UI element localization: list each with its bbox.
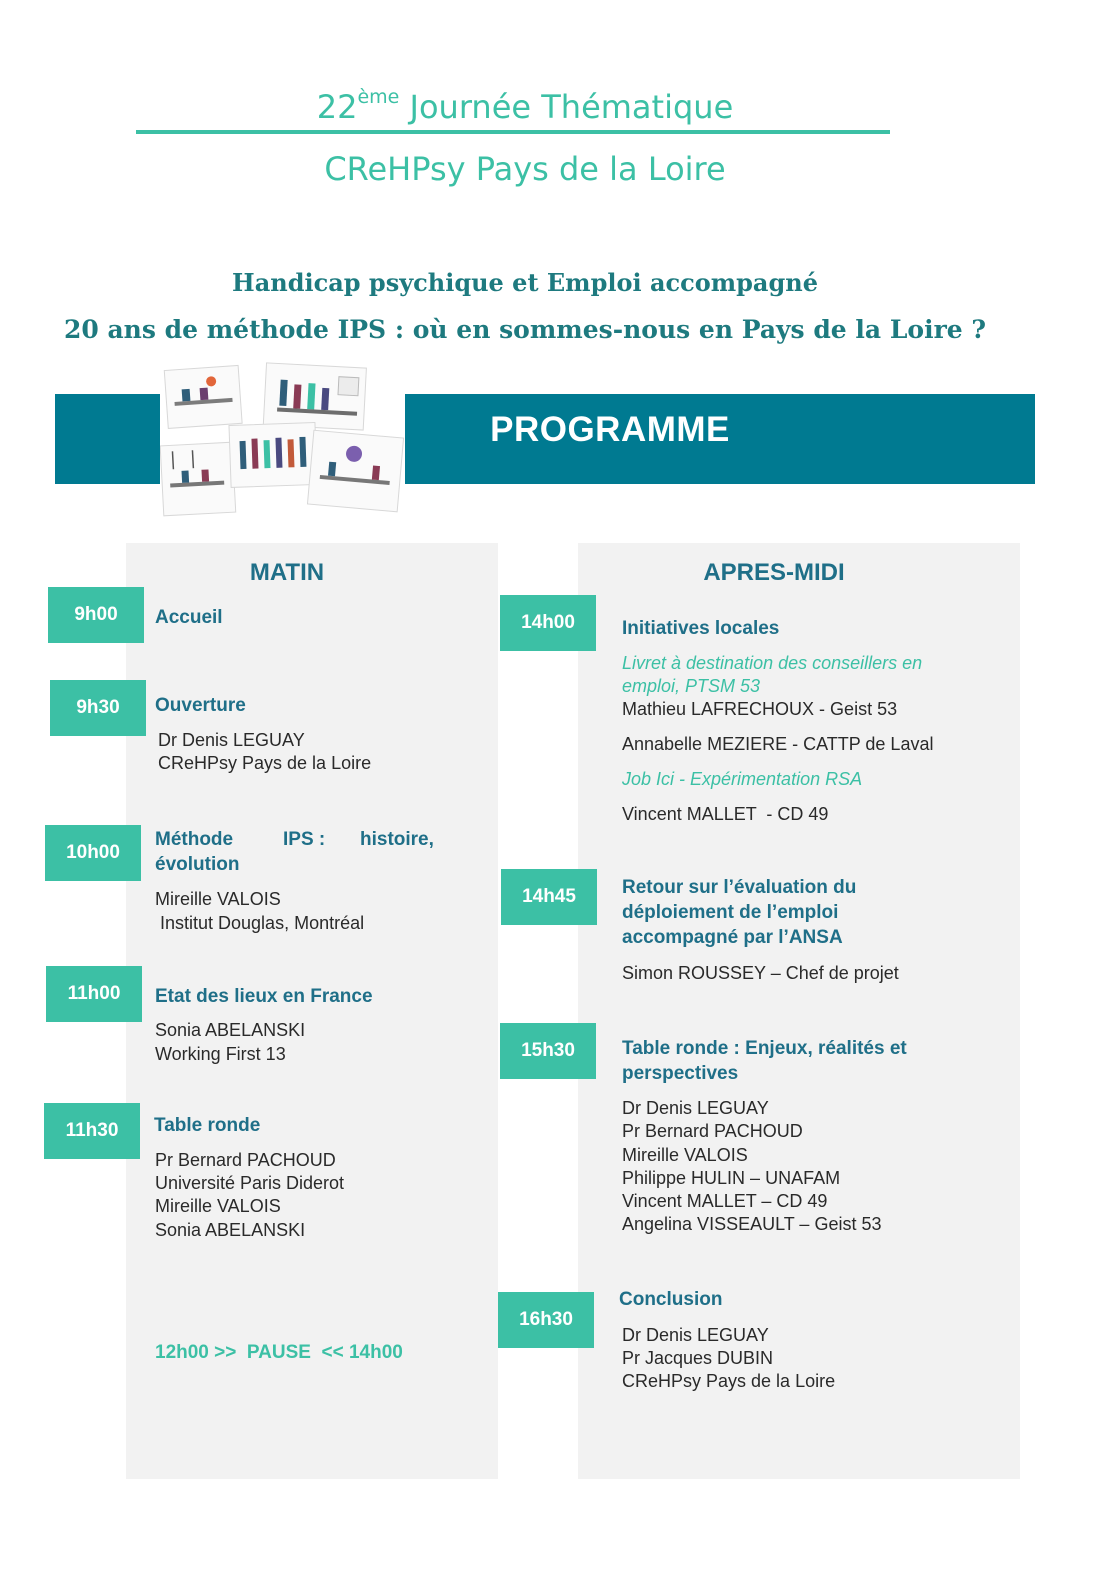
session-title-methode-word3: histoire, (360, 829, 434, 850)
time-badge-9h00: 9h00 (48, 587, 144, 643)
session-title-accueil: Accueil (155, 607, 223, 628)
matin-heading: MATIN (249, 559, 325, 586)
event-edition-title (0, 88, 1050, 126)
session-title-ansa: déploiement de l’emploi (622, 902, 839, 923)
edition-number: 22 (316, 88, 358, 126)
session-title-methode-word4: évolution (155, 854, 240, 875)
time-badge-16h30: 16h30 (498, 1292, 594, 1348)
speaker-line: Dr Denis LEGUAY (158, 730, 305, 750)
theme-title: Handicap psychique et Emploi accompagné (232, 268, 818, 297)
speaker-line: Sonia ABELANSKI (155, 1020, 306, 1040)
time-badge-15h30: 15h30 (500, 1023, 596, 1079)
speaker-line: Pr Jacques DUBIN (622, 1348, 774, 1368)
session-title-conclusion: Conclusion (619, 1289, 723, 1310)
speaker-line: Angelina VISSEAULT – Geist 53 (622, 1214, 882, 1234)
programme-title: PROGRAMME (490, 410, 730, 449)
matin-panel (126, 543, 498, 1479)
speaker-line: Philippe HULIN – UNAFAM (622, 1168, 841, 1188)
speaker-line: Annabelle MEZIERE - CATTP de Laval (622, 734, 934, 754)
speaker-line: Dr Denis LEGUAY (622, 1098, 769, 1118)
speaker-line: CReHPsy Pays de la Loire (158, 753, 372, 773)
organizer-name: CReHPsy Pays de la Loire (324, 150, 726, 188)
apres-midi-heading: APRES-MIDI (703, 559, 845, 586)
speaker-line: Vincent MALLET – CD 49 (622, 1191, 828, 1211)
session-title-ansa: Retour sur l’évaluation du (622, 877, 857, 898)
project-name: Livret à destination des conseillers en emploi, PTSM 53 (622, 653, 923, 696)
edition-title-rest: Journée Thématique (399, 88, 734, 126)
speaker-line: Sonia ABELANSKI (155, 1220, 306, 1240)
speaker-line: Mathieu LAFRECHOUX - Geist 53 (622, 699, 898, 719)
time-badge-14h00: 14h00 (500, 595, 596, 651)
speaker-line: Vincent MALLET - CD 49 (622, 804, 829, 824)
speaker-line: Université Paris Diderot (155, 1173, 345, 1193)
theme-subtitle: 20 ans de méthode IPS : où en sommes-nous en Pays de la Loire ? (63, 315, 986, 344)
speaker-line: Dr Denis LEGUAY (622, 1325, 769, 1345)
project-name: Job Ici - Expérimentation RSA (622, 769, 863, 789)
session-title-methode-word2: IPS : (283, 829, 326, 850)
speaker-line: Simon ROUSSEY – Chef de projet (622, 963, 899, 983)
session-title-table-ronde-enjeux: Table ronde : Enjeux, réalités et (622, 1038, 907, 1059)
speaker-line: CReHPsy Pays de la Loire (622, 1371, 836, 1391)
header-divider (136, 130, 890, 134)
speaker-line: Mireille VALOIS (155, 1196, 281, 1216)
speaker-line: Pr Bernard PACHOUD (155, 1150, 336, 1170)
session-title-table-ronde: Table ronde (154, 1115, 261, 1136)
time-badge-9h30: 9h30 (50, 680, 146, 736)
time-badge-10h00: 10h00 (45, 825, 141, 881)
session-title-etat-des-lieux: Etat des lieux en France (155, 986, 373, 1007)
session-title-table-ronde-enjeux: perspectives (622, 1063, 739, 1084)
pause-notice: 12h00 >> PAUSE << 14h00 (155, 1342, 403, 1363)
session-title-methode-word1: Méthode (155, 829, 234, 850)
team-photos-illustration (160, 362, 405, 524)
speaker-line: Institut Douglas, Montréal (155, 913, 365, 933)
time-badge-11h30: 11h30 (44, 1103, 140, 1159)
time-badge-11h00: 11h00 (46, 966, 142, 1022)
speaker-line: Working First 13 (155, 1044, 286, 1064)
session-title-ouverture: Ouverture (155, 695, 246, 716)
speaker-line: Pr Bernard PACHOUD (622, 1121, 803, 1141)
speaker-line: Mireille VALOIS (622, 1145, 748, 1165)
time-badge-14h45: 14h45 (501, 869, 597, 925)
session-title-initiatives: Initiatives locales (622, 618, 780, 639)
edition-suffix: ème (357, 86, 400, 108)
session-title-ansa: accompagné par l’ANSA (622, 927, 843, 948)
speaker-line: Mireille VALOIS (155, 889, 281, 909)
